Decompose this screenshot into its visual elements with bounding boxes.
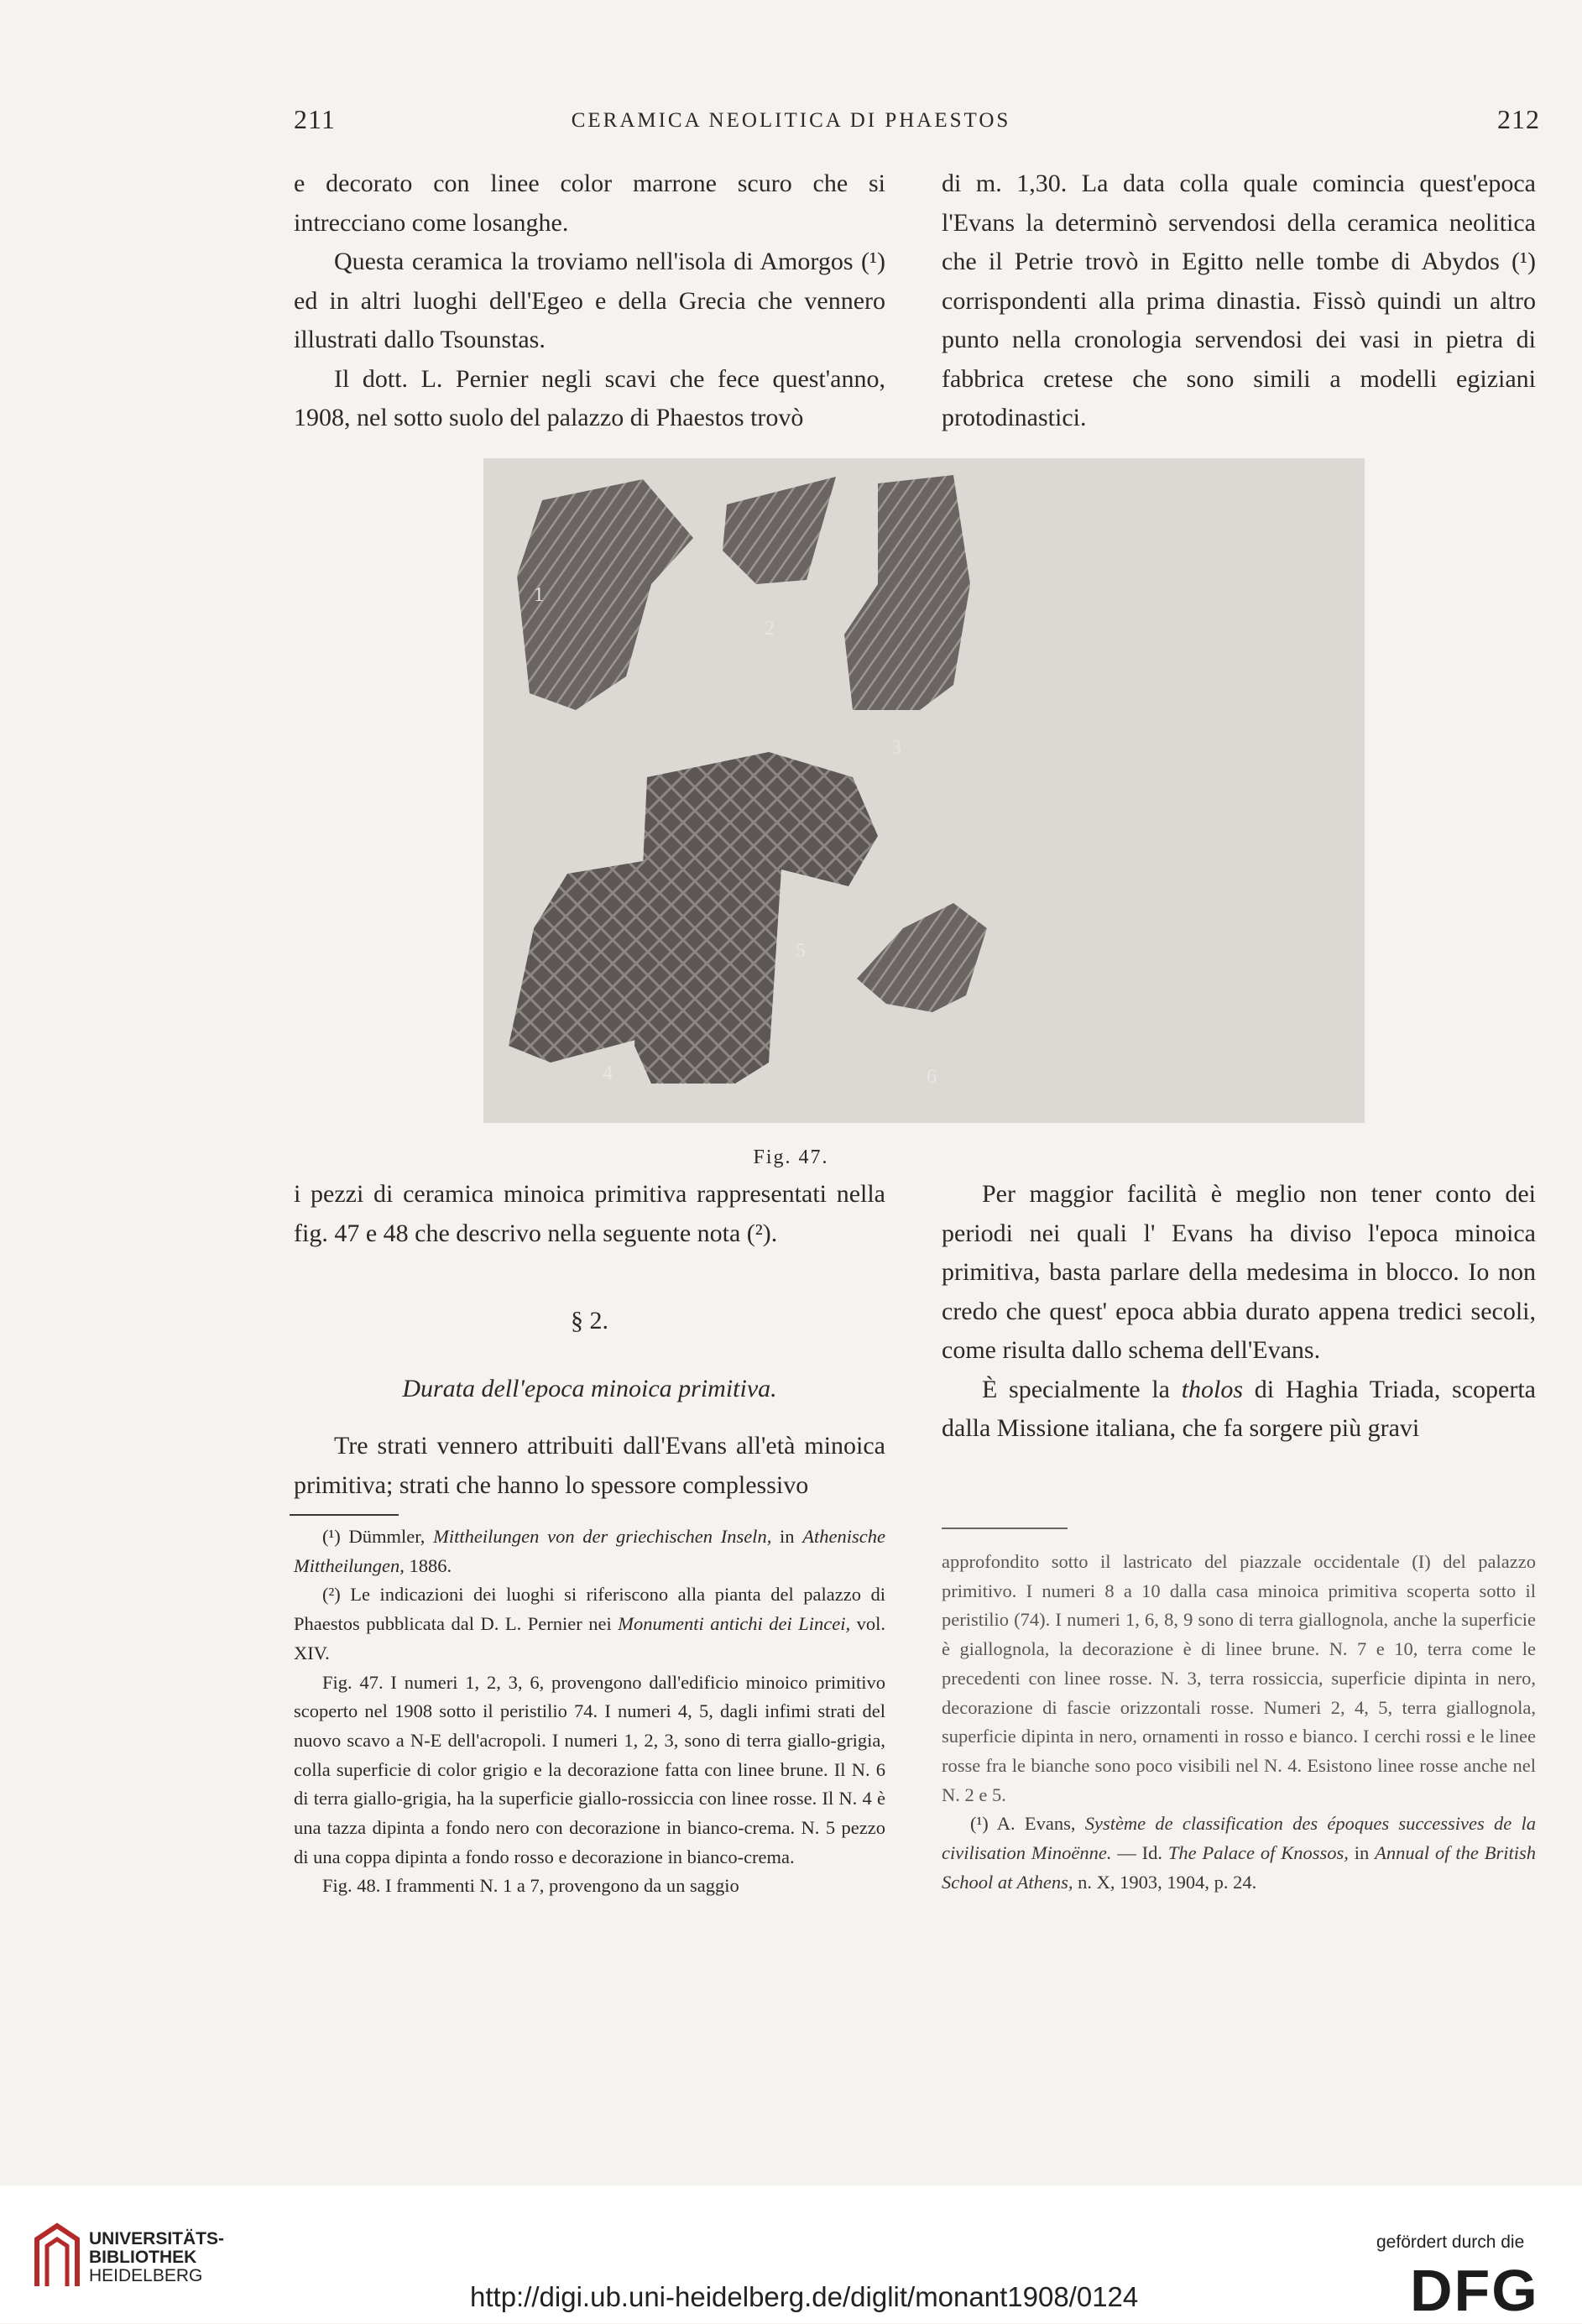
text-run-italic: Système de classification des époques successives de la civilisation Minoënne. [942,1813,1536,1864]
library-logo-icon [34,2222,81,2290]
text-run: (¹) A. Evans, [970,1813,1085,1835]
left-column-top [294,165,885,438]
section-heading: § 2. [571,1307,608,1334]
library-name-line: UNIVERSITÄTS- [89,2229,225,2248]
sherd-number: 4 [603,1063,613,1084]
footnote-rule-right [942,1528,1068,1529]
text-run: (¹) Dümmler, [322,1526,434,1547]
paragraph: e decorato con linee color marrone scuro che si intrecciano come losanghe. [294,170,885,237]
paragraph: Il dott. L. Pernier negli scavi che fece quest'anno, 1908, nel sotto suolo del palazzo di Phaestos trovò [294,364,885,431]
text-run-italic: The Palace of Knossos, [1167,1842,1349,1864]
paragraph: Per maggior facilità è meglio non tener conto dei periodi nei quali l' Evans ha diviso l'epoca minoica primitiva, basta parlare della medesima in blocco. Io non credo che quest' epoca abbia durato appena tredici secoli, come risulta dallo schema dell'Evans. [942,1180,1536,1364]
left-column-bottom [294,1175,885,1505]
figure-caption: Fig. 47. [753,1146,829,1168]
sherd-3 [844,475,970,710]
footnote-rule-left [290,1514,399,1516]
text-run: in [1348,1842,1376,1864]
paragraph: Tre strati vennero attribuiti dall'Evans all'età minoica primitiva; strati che hanno lo spessore complessivo [294,1432,885,1499]
sherd-number: 3 [891,737,901,759]
paragraph: Questa ceramica la troviamo nell'isola di Amorgos (¹) ed in altri luoghi dell'Egeo e della Grecia che vennero illustrati dallo Tsounstas. [294,248,885,353]
footnote [294,1522,885,1580]
library-name [89,2230,224,2285]
footnote [294,1580,885,1668]
footnote: approfondito sotto il lastricato del piazzale occidentale (I) del palazzo primitivo. I numeri 8 a 10 dalla casa minoica primitiva scoperta sotto il peristilio (74). I numeri 1, 6, 8, 9 sono di terra giallognola, anche la superficie è giallognola, la decorazione è di linee brune. N. 7 e 10, terra come le precedenti con linee rosse. N. 3, terra rossiccia, superficie dipinta in nero, decorazione di fascie orizzontali rosse. Numeri 2, 4, 5, terra giallognola, superficie dipinta in nero, ornamenti in rosso e bianco. I cerchi rossi e le linee rosse fra le bianche sono poco visibili nel N. 4. Esistono linee rosse anche nel N. 2 e 5. [942,1551,1536,1805]
right-column-top [942,165,1536,438]
text-run-italic: Annual of the British School at Athens, [942,1842,1536,1893]
text-run-italic: Mittheilungen von der griechischen Inseln, [433,1526,772,1547]
text-run: È specialmente la [982,1375,1182,1403]
text-run: 1886. [404,1554,452,1576]
footnote [942,1810,1536,1897]
sherd-6 [857,903,987,1012]
footnote: Fig. 48. I frammenti N. 1 a 7, provengono da un saggio [322,1875,739,1897]
text-run: di Haghia Triada, scoperta dalla Missione italiana, che fa sorgere più gravi [942,1375,1536,1442]
page-number-left: 211 [294,104,336,134]
text-run: vol. XIV. [294,1613,885,1663]
library-name-line: HEIDELBERG [89,2266,203,2285]
sherd-number: 1 [534,584,544,606]
library-name-line: BIBLIOTHEK [89,2248,197,2267]
text-run: in [771,1526,803,1547]
text-run-italic: tholos [1181,1375,1244,1403]
text-run-italic: Athenische Mittheilungen, [294,1526,885,1576]
funding-note: gefördert durch die [1376,2233,1525,2252]
dfg-logo: DFG [1410,2258,1539,2323]
footnote: Fig. 47. I numeri 1, 2, 3, 6, provengono dall'edificio minoico primitivo scoperto nel 1908 sotto il peristilio 74. I numeri 4, 5, dagli infimi strati del nuovo scavo a N-E dell'acropoli. I numeri 1, 2, 3, sono di terra giallo-grigia, colla superficie di color grigio e la decorazione fatta con linee brune. Il N. 6 di terra giallo-grigia, ha la superficie giallo-rossiccia con linee rosse. Il N. 4 è una tazza dipinta a fondo nero con decorazione in bianco-crema. N. 5 pezzo di una coppa dipinta a fondo rosso e decorazione in bianco-crema. [294,1671,885,1867]
text-run: n. X, 1903, 1904, p. 24. [1073,1871,1257,1893]
sherd-number: 5 [796,940,806,962]
footnotes-right [942,1548,1536,1897]
pottery-sherds-illustration [483,458,1365,1123]
page-number-right: 212 [1497,104,1540,134]
sherd-number: 6 [927,1066,937,1088]
paragraph: i pezzi di ceramica minoica primitiva rappresentati nella fig. 47 e 48 che descrivo nella seguente nota (²). [294,1180,885,1247]
figure-photo [483,458,1365,1123]
paragraph: di m. 1,30. La data colla quale comincia quest'epoca l'Evans la determinò servendosi della ceramica neolitica che il Petrie trovò in Egitto nelle tombe di Abydos (¹) corrispondenti alla prima dinastia. Fissò quindi un altro punto nella cronologia servendosi dei vasi in pietra di fabbrica cretese che sono simili a modelli egiziani protodinastici. [942,170,1536,431]
sherd-2 [723,477,836,584]
running-title: CERAMICA NEOLITICA DI PHAESTOS [571,109,1011,132]
section-subtitle: Durata dell'epoca minoica primitiva. [402,1374,777,1402]
text-run: — Id. [1111,1842,1168,1864]
sherd-5 [634,752,878,1084]
text-run-italic: Monumenti antichi dei Lincei, [618,1613,851,1635]
sherd-number: 2 [765,618,775,640]
paragraph [942,1371,1536,1449]
source-url-link[interactable]: http://digi.ub.uni-heidelberg.de/diglit/monant1908/0124 [470,2281,1139,2312]
right-column-bottom [942,1175,1536,1449]
footnotes-left [294,1522,885,1901]
text-run: (²) Le indicazioni dei luoghi si riferiscono alla pianta del palazzo di Phaestos pubblicata dal D. L. Pernier nei [294,1584,885,1635]
